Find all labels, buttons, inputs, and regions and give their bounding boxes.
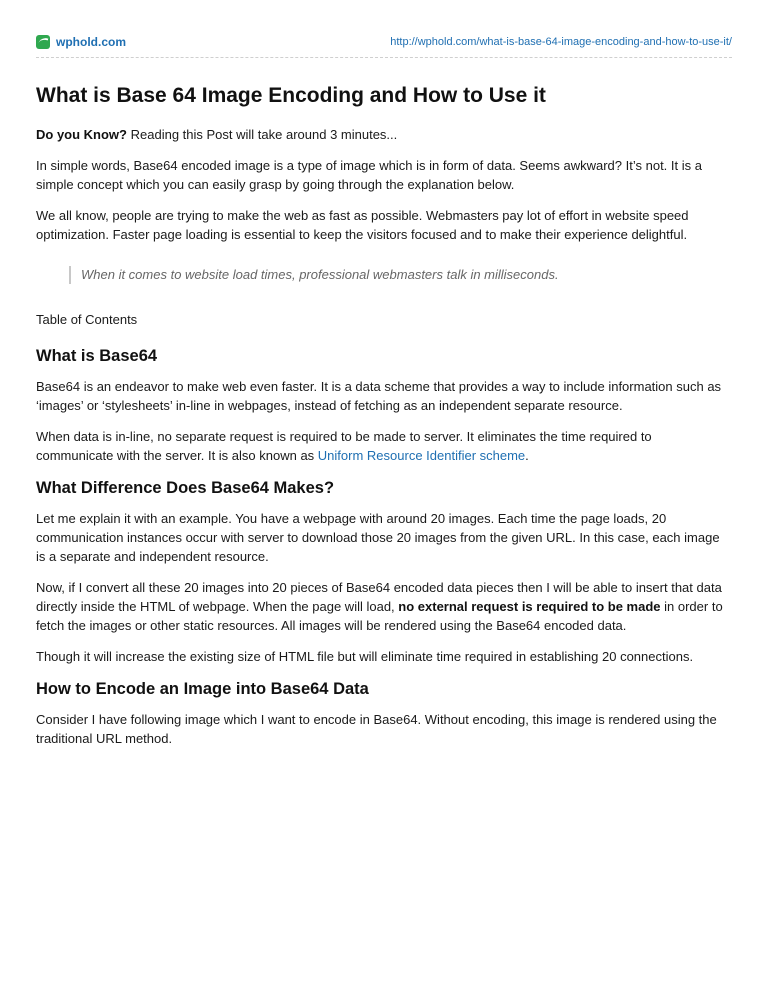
site-name-link[interactable]: wphold.com: [56, 35, 126, 49]
header-divider: [36, 57, 732, 58]
paragraph-base64-definition: Base64 is an endeavor to make web even faster. It is a data scheme that provides a way to include information such as ‘images’ or ‘stylesheets’ in-line in webpages, instead of fetching as an independent separate resource.: [36, 379, 722, 413]
inline-text-end: .: [525, 448, 529, 463]
paragraph-convert: [36, 578, 732, 635]
article-body: [36, 82, 732, 760]
page-url-link[interactable]: http://wphold.com/what-is-base-64-image-encoding-and-how-to-use-it/: [390, 36, 732, 48]
heading-what-is-base64: What is Base64: [36, 347, 158, 365]
paragraph-tradeoff: Though it will increase the existing size of HTML file but will eliminate time required in establishing 20 connections.: [36, 649, 694, 664]
emphasis-text: no external request is required to be made: [398, 599, 661, 614]
paragraph-inline-data: [36, 427, 732, 465]
heading-difference: What Difference Does Base64 Makes?: [36, 479, 335, 497]
uri-scheme-link[interactable]: Uniform Resource Identifier scheme: [317, 448, 526, 463]
paragraph-speed: We all know, people are trying to make the web as fast as possible. Webmasters pay lot of effort in website speed optimization. Faster page loading is essential to keep the visitors focused and to make their experience delightful.: [36, 208, 689, 242]
article-title: What is Base 64 Image Encoding and How to Use it: [36, 84, 546, 107]
convert-text: Now, if I convert all these 20 images into 20 pieces of Base64 encoded data pieces then I will be able to insert that data directly inside the HTML of webpage. When the page will load,: [36, 580, 722, 614]
paragraph-example: Let me explain it with an example. You have a webpage with around 20 images. Each time the page loads, 20 communication instances occur with server to download those 20 images from the given URL. In this case, each image is a separate and independent resource.: [36, 511, 720, 564]
reading-time-note: [36, 125, 732, 144]
convert-text-end: in order to fetch the images or other static resources. All images will be rendered using the Base64 encoded data.: [36, 599, 723, 633]
intro-label: Do you Know?: [36, 127, 127, 142]
paragraph-intro: In simple words, Base64 encoded image is a type of image which is in form of data. Seems awkward? It’s not. It is a simple concept which you can easily grasp by going through the explanation below.: [36, 158, 702, 192]
blockquote: When it comes to website load times, professional webmasters talk in milliseconds.: [69, 266, 732, 284]
page-header: [36, 34, 732, 54]
inline-text: When data is in-line, no separate request is required to be made to server. It eliminates the time required to communicate with the server. It is also known as: [36, 429, 652, 463]
paragraph-consider: Consider I have following image which I want to encode in Base64. Without encoding, this image is rendered using the traditional URL method.: [36, 712, 717, 746]
heading-how-to-encode: How to Encode an Image into Base64 Data: [36, 680, 369, 698]
table-of-contents-toggle[interactable]: Table of Contents: [36, 312, 138, 327]
intro-text: Reading this Post will take around 3 minutes...: [130, 127, 398, 142]
site-logo-icon: [36, 35, 50, 49]
